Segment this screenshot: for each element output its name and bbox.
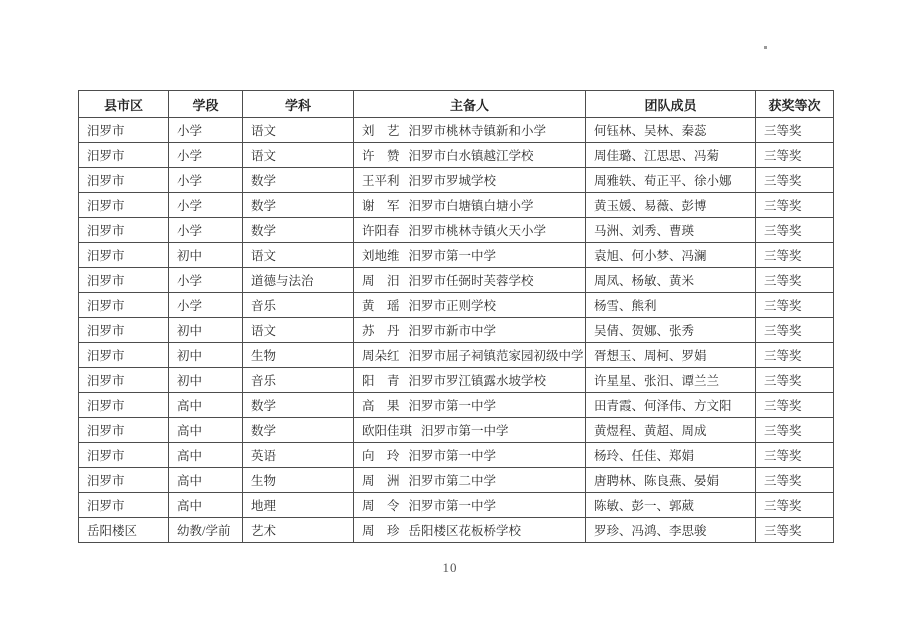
- leader-name: 黄 瑶: [362, 299, 400, 313]
- leader-name: 刘 艺: [362, 124, 400, 138]
- leader-name: 许 赞: [362, 149, 400, 163]
- leader-name: 周 令: [362, 499, 400, 513]
- table-row: [79, 118, 834, 143]
- leader-name: 周 汨: [362, 274, 400, 288]
- cell-subject: 道德与法治: [243, 268, 354, 293]
- leader-school: 汨罗市第一中学: [408, 449, 497, 463]
- table-row: [79, 393, 834, 418]
- cell-district: 汨罗市: [79, 243, 169, 268]
- cell-team-members: 周凤、杨敏、黄米: [586, 268, 756, 293]
- cell-subject: 语文: [243, 143, 354, 168]
- cell-award-level: 三等奖: [756, 393, 834, 418]
- cell-award-level: 三等奖: [756, 218, 834, 243]
- leader-name: 王平利: [362, 174, 400, 188]
- header-subject: 学科: [243, 91, 354, 118]
- header-stage: 学段: [169, 91, 243, 118]
- cell-leader: [354, 318, 586, 343]
- cell-subject: 语文: [243, 243, 354, 268]
- leader-name: 向 玲: [362, 449, 400, 463]
- table-row: [79, 368, 834, 393]
- cell-stage: 小学: [169, 193, 243, 218]
- cell-award-level: 三等奖: [756, 193, 834, 218]
- cell-district: 汨罗市: [79, 193, 169, 218]
- header-district: 县市区: [79, 91, 169, 118]
- cell-award-level: 三等奖: [756, 268, 834, 293]
- cell-district: 汨罗市: [79, 343, 169, 368]
- cell-leader: [354, 243, 586, 268]
- cell-subject: 音乐: [243, 293, 354, 318]
- leader-school: 汨罗市第一中学: [408, 499, 497, 513]
- cell-award-level: 三等奖: [756, 418, 834, 443]
- cell-district: 汨罗市: [79, 168, 169, 193]
- cell-award-level: 三等奖: [756, 293, 834, 318]
- cell-stage: 小学: [169, 218, 243, 243]
- cell-district: 汨罗市: [79, 418, 169, 443]
- table-body: [79, 118, 834, 543]
- cell-leader: [354, 518, 586, 543]
- leader-school: 汨罗市新市中学: [408, 324, 497, 338]
- leader-name: 欧阳佳琪: [362, 424, 413, 438]
- cell-district: 汨罗市: [79, 443, 169, 468]
- cell-subject: 数学: [243, 168, 354, 193]
- cell-stage: 小学: [169, 143, 243, 168]
- cell-stage: 小学: [169, 293, 243, 318]
- leader-name: 周朵红: [362, 349, 400, 363]
- cell-district: 汨罗市: [79, 268, 169, 293]
- cell-award-level: 三等奖: [756, 143, 834, 168]
- table-row: [79, 143, 834, 168]
- scan-artifact-dot: [764, 46, 767, 49]
- cell-stage: 小学: [169, 118, 243, 143]
- cell-subject: 生物: [243, 343, 354, 368]
- table-row: [79, 443, 834, 468]
- cell-district: 汨罗市: [79, 368, 169, 393]
- page-number: 10: [442, 560, 458, 575]
- cell-subject: 数学: [243, 193, 354, 218]
- leader-school: 汨罗市桃林寺镇火天小学: [408, 224, 547, 238]
- cell-stage: 高中: [169, 418, 243, 443]
- cell-team-members: 周雅轶、荀正平、徐小娜: [586, 168, 756, 193]
- cell-team-members: 许星星、张汨、谭兰兰: [586, 368, 756, 393]
- table-row: [79, 193, 834, 218]
- table-row: [79, 168, 834, 193]
- cell-stage: 初中: [169, 343, 243, 368]
- table-row: [79, 318, 834, 343]
- header-leader: 主备人: [354, 91, 586, 118]
- table-header: [79, 91, 834, 118]
- leader-school: 汨罗市罗城学校: [408, 174, 497, 188]
- cell-stage: 高中: [169, 493, 243, 518]
- cell-stage: 初中: [169, 318, 243, 343]
- cell-district: 岳阳楼区: [79, 518, 169, 543]
- leader-school: 汨罗市第一中学: [421, 424, 509, 438]
- cell-leader: [354, 443, 586, 468]
- cell-subject: 英语: [243, 443, 354, 468]
- table-row: [79, 293, 834, 318]
- table-row: [79, 218, 834, 243]
- cell-leader: [354, 118, 586, 143]
- cell-district: 汨罗市: [79, 293, 169, 318]
- leader-name: 阳 青: [362, 374, 400, 388]
- table-row: [79, 418, 834, 443]
- leader-name: 高 果: [362, 399, 400, 413]
- cell-award-level: 三等奖: [756, 343, 834, 368]
- cell-stage: 幼教/学前: [169, 518, 243, 543]
- cell-award-level: 三等奖: [756, 493, 834, 518]
- cell-team-members: 黄玉媛、易薇、彭博: [586, 193, 756, 218]
- header-row: [79, 91, 834, 118]
- leader-school: 汨罗市罗江镇露水坡学校: [408, 374, 547, 388]
- leader-school: 汨罗市第一中学: [408, 399, 497, 413]
- cell-award-level: 三等奖: [756, 118, 834, 143]
- leader-name: 许阳春: [362, 224, 400, 238]
- leader-name: 刘地维: [362, 249, 400, 263]
- cell-district: 汨罗市: [79, 318, 169, 343]
- cell-district: 汨罗市: [79, 493, 169, 518]
- cell-award-level: 三等奖: [756, 168, 834, 193]
- cell-district: 汨罗市: [79, 218, 169, 243]
- cell-stage: 初中: [169, 368, 243, 393]
- cell-subject: 语文: [243, 118, 354, 143]
- cell-subject: 数学: [243, 218, 354, 243]
- leader-school: 汨罗市白塘镇白塘小学: [408, 199, 534, 213]
- cell-stage: 初中: [169, 243, 243, 268]
- cell-team-members: 罗珍、冯鸿、李思骏: [586, 518, 756, 543]
- cell-award-level: 三等奖: [756, 468, 834, 493]
- cell-district: 汨罗市: [79, 143, 169, 168]
- leader-name: 苏 丹: [362, 324, 400, 338]
- leader-school: 汨罗市第一中学: [408, 249, 497, 263]
- table-row: [79, 243, 834, 268]
- leader-school: 汨罗市屈子祠镇范家园初级中学: [408, 349, 584, 363]
- cell-award-level: 三等奖: [756, 443, 834, 468]
- header-team: 团队成员: [586, 91, 756, 118]
- cell-team-members: 唐聘林、陈良燕、晏娟: [586, 468, 756, 493]
- cell-team-members: 杨玲、任佳、郑娟: [586, 443, 756, 468]
- cell-team-members: 周佳璐、江思思、冯菊: [586, 143, 756, 168]
- table-row: [79, 518, 834, 543]
- cell-team-members: 田青霞、何泽伟、方文阳: [586, 393, 756, 418]
- leader-school: 岳阳楼区花板桥学校: [408, 524, 522, 538]
- cell-leader: [354, 193, 586, 218]
- cell-subject: 艺术: [243, 518, 354, 543]
- cell-stage: 小学: [169, 168, 243, 193]
- cell-leader: [354, 168, 586, 193]
- table-row: [79, 268, 834, 293]
- cell-leader: [354, 368, 586, 393]
- cell-leader: [354, 293, 586, 318]
- cell-subject: 地理: [243, 493, 354, 518]
- cell-leader: [354, 343, 586, 368]
- leader-school: 汨罗市第二中学: [408, 474, 497, 488]
- cell-award-level: 三等奖: [756, 368, 834, 393]
- cell-team-members: 袁旭、何小梦、冯澜: [586, 243, 756, 268]
- table-row: [79, 468, 834, 493]
- cell-team-members: 马洲、刘秀、曹瑛: [586, 218, 756, 243]
- cell-district: 汨罗市: [79, 468, 169, 493]
- table-row: [79, 343, 834, 368]
- cell-stage: 高中: [169, 393, 243, 418]
- table-row: [79, 493, 834, 518]
- awards-table: [78, 90, 834, 543]
- cell-leader: [354, 218, 586, 243]
- cell-leader: [354, 418, 586, 443]
- cell-award-level: 三等奖: [756, 518, 834, 543]
- leader-name: 周 珍: [362, 524, 400, 538]
- cell-team-members: 吴倩、贺娜、张秀: [586, 318, 756, 343]
- leader-school: 汨罗市桃林寺镇新和小学: [408, 124, 547, 138]
- cell-team-members: 黄煜程、黄超、周成: [586, 418, 756, 443]
- cell-stage: 高中: [169, 468, 243, 493]
- cell-team-members: 何钰林、吴林、秦蕊: [586, 118, 756, 143]
- cell-leader: [354, 143, 586, 168]
- cell-leader: [354, 468, 586, 493]
- cell-stage: 小学: [169, 268, 243, 293]
- header-award: 获奖等次: [756, 91, 834, 118]
- cell-subject: 音乐: [243, 368, 354, 393]
- cell-team-members: 杨雪、熊利: [586, 293, 756, 318]
- leader-school: 汨罗市任弼时芙蓉学校: [408, 274, 534, 288]
- cell-subject: 数学: [243, 418, 354, 443]
- leader-school: 汨罗市正则学校: [408, 299, 497, 313]
- cell-leader: [354, 393, 586, 418]
- cell-leader: [354, 493, 586, 518]
- cell-district: 汨罗市: [79, 118, 169, 143]
- cell-subject: 生物: [243, 468, 354, 493]
- leader-name: 周 洲: [362, 474, 400, 488]
- cell-team-members: 陈敏、彭一、郭葳: [586, 493, 756, 518]
- cell-stage: 高中: [169, 443, 243, 468]
- leader-name: 谢 军: [362, 199, 400, 213]
- cell-team-members: 胥想玉、周柯、罗娟: [586, 343, 756, 368]
- cell-district: 汨罗市: [79, 393, 169, 418]
- cell-leader: [354, 268, 586, 293]
- leader-school: 汨罗市白水镇越江学校: [408, 149, 534, 163]
- cell-award-level: 三等奖: [756, 243, 834, 268]
- cell-subject: 数学: [243, 393, 354, 418]
- cell-award-level: 三等奖: [756, 318, 834, 343]
- cell-subject: 语文: [243, 318, 354, 343]
